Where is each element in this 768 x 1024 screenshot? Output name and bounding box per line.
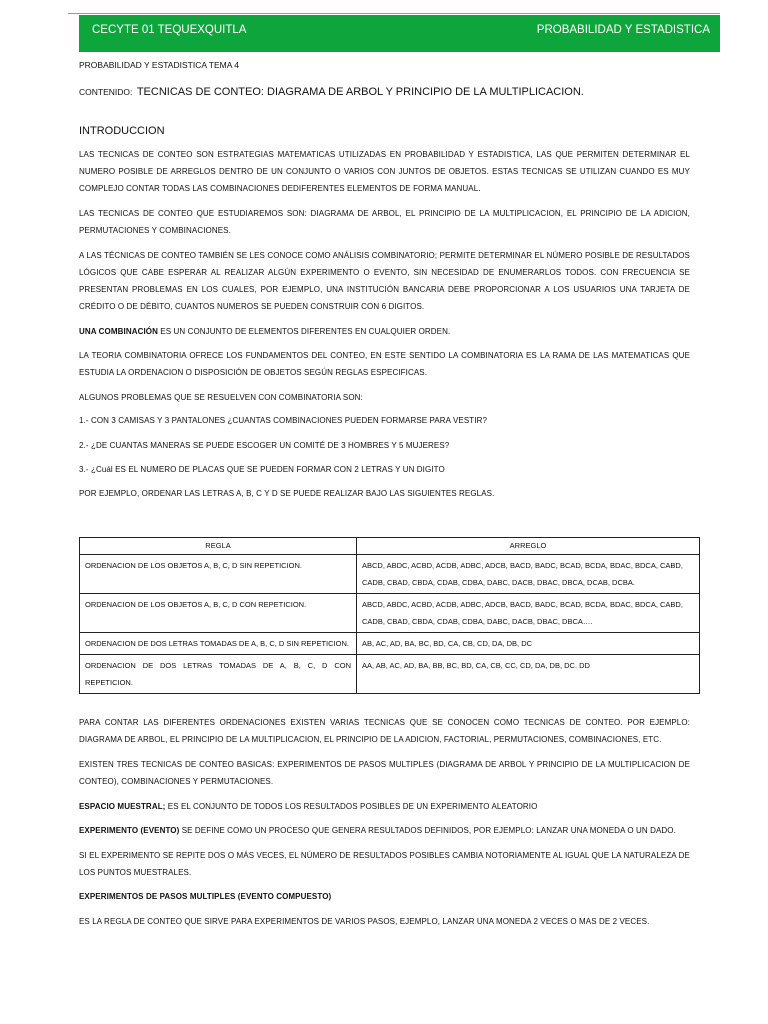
paragraph-experimento	[79, 822, 690, 839]
rule-cell: ORDENACION DE DOS LETRAS TOMADAS DE A, B, C, D SIN REPETICION.	[80, 633, 357, 655]
header-rule	[68, 13, 720, 14]
term-pasos-multiples: EXPERIMENTOS DE PASOS MULTIPLES (EVENTO COMPUESTO)	[79, 892, 332, 901]
topic-subtitle: PROBABILIDAD Y ESTADISTICA TEMA 4	[79, 60, 239, 70]
heading-pasos-multiples	[79, 888, 690, 905]
table-row	[80, 655, 700, 694]
table-row	[80, 594, 700, 633]
paragraph-1: LAS TECNICAS DE CONTEO SON ESTRATEGIAS MATEMATICAS UTILIZADAS EN PROBABILIDAD Y ESTADISTICA, LAS QUE PERMITEN DETERMINAR EL NUMERO POSIBLE DE ARREGLOS DENTRO DE UN CONJUNTO O VARIOS CON JUNTOS DE OBJETOS. ESTAS TECNICAS SE UTILIZAN CUANDO ES MUY COMPLEJO CONTAR TODAS LAS COMBINACIONES DEDIFERENTES ELEMENTOS DE FORMA MANUAL.	[79, 150, 690, 193]
intro-heading: INTRODUCCION	[79, 125, 165, 137]
term-experimento: EXPERIMENTO (EVENTO)	[79, 826, 180, 835]
table-header-row	[80, 538, 700, 555]
contenido-label: CONTENIDO:	[79, 87, 133, 97]
arrangement-cell: AB, AC, AD, BA, BC, BD, CA, CB, CD, DA, DB, DC	[357, 633, 700, 655]
rule-cell: ORDENACION DE LOS OBJETOS A, B, C, D SIN REPETICION.	[80, 555, 357, 594]
paragraph-example: POR EJEMPLO, ORDENAR LAS LETRAS A, B, C Y D SE PUEDE REALIZAR BAJO LAS SIGUIENTES REGLAS.	[79, 489, 495, 498]
paragraph-basic-techniques: EXISTEN TRES TECNICAS DE CONTEO BASICAS: EXPERIMENTOS DE PASOS MULTIPLES (DIAGRAMA DE ARBOL Y PRINCIPIO DE LA MULTIPLICACION DE CONTEO), COMBINACIONES Y PERMUTACIONES.	[79, 760, 690, 786]
term-espacio-muestral: ESPACIO MUESTRAL;	[79, 802, 166, 811]
paragraph-4	[79, 323, 690, 340]
problem-2: 2.- ¿DE CUANTAS MANERAS SE PUEDE ESCOGER UN COMITÉ DE 3 HOMBRES Y 5 MUJERES?	[79, 441, 450, 450]
rules-table	[79, 537, 700, 694]
paragraph-regla-conteo: ES LA REGLA DE CONTEO QUE SIRVE PARA EXPERIMENTOS DE VARIOS PASOS, EJEMPLO, LANZAR UNA MONEDA 2 VECES O MAS DE 2 VECES.	[79, 917, 650, 926]
table-row	[80, 633, 700, 655]
problem-3: 3.- ¿Cuál ES EL NUMERO DE PLACAS QUE SE PUEDEN FORMAR CON 2 LETRAS Y UN DIGITO	[79, 465, 445, 474]
paragraph-4-text: ES UN CONJUNTO DE ELEMENTOS DIFERENTES EN CUALQUIER ORDEN.	[157, 327, 451, 336]
paragraph-techniques: PARA CONTAR LAS DIFERENTES ORDENACIONES EXISTEN VARIAS TECNICAS QUE SE CONOCEN COMO TECNICAS DE CONTEO. POR EJEMPLO: DIAGRAMA DE ARBOL, EL PRINCIPIO DE LA MULTIPLICACION, EL PRINCIPIO DE LA ADICION, FACTORIAL, PERMUTACIONES, COMBINACIONES, ETC.	[79, 718, 690, 744]
paragraph-espacio-muestral	[79, 798, 690, 815]
term-combinacion: UNA COMBINACIÓN	[79, 327, 158, 336]
rule-cell: ORDENACION DE DOS LETRAS TOMADAS DE A, B, C, D CON REPETICION.	[80, 655, 357, 694]
paragraph-3: A LAS TÉCNICAS DE CONTEO TAMBIÉN SE LES CONOCE COMO ANÁLISIS COMBINATORIO; PERMITE DETERMINAR EL NÚMERO POSIBLE DE RESULTADOS LÓGICOS QUE CABE ESPERAR AL REALIZAR ALGÚN EXPERIMENTO O EVENTO, SIN NECESIDAD DE ENUMERARLOS TODOS. CON FRECUENCIA SE PRESENTAN PROBLEMAS EN LOS CUALES, POR EJEMPLO, UNA INSTITUCIÓN BANCARIA DEBE PROPORCIONAR A LOS USUARIOS UNA TARJETA DE CRÉDITO O DE DÉBITO, CUANTOS NUMEROS SE PUEDEN CONSTRUIR CON 6 DIGITOS.	[79, 251, 690, 311]
header-banner	[79, 15, 720, 52]
header-regla: REGLA	[80, 538, 357, 555]
subject-name: PROBABILIDAD Y ESTADISTICA	[536, 24, 710, 36]
table-row	[80, 555, 700, 594]
contenido-value: TECNICAS DE CONTEO: DIAGRAMA DE ARBOL Y PRINCIPIO DE LA MULTIPLICACION.	[136, 86, 584, 98]
arrangement-cell: AA, AB, AC, AD, BA, BB, BC, BD, CA, CB, CC, CD, DA, DB, DC. DD	[357, 655, 700, 694]
paragraph-repeticion: SI EL EXPERIMENTO SE REPITE DOS O MÁS VECES, EL NÚMERO DE RESULTADOS POSIBLES CAMBIA NOTORIAMENTE AL IGUAL QUE LA NATURALEZA DE LOS PUNTOS MUESTRALES.	[79, 851, 690, 877]
paragraph-espacio-muestral-text: ES EL CONJUNTO DE TODOS LOS RESULTADOS POSIBLES DE UN EXPERIMENTO ALEATORIO	[165, 802, 538, 811]
rule-cell: ORDENACION DE LOS OBJETOS A, B, C, D CON REPETICION.	[80, 594, 357, 633]
paragraph-experimento-text: SE DEFINE COMO UN PROCESO QUE GENERA RESULTADOS DEFINIDOS, POR EJEMPLO: LANZAR UNA MONEDA O UN DADO.	[179, 826, 676, 835]
paragraph-6: ALGUNOS PROBLEMAS QUE SE RESUELVEN CON COMBINATORIA SON:	[79, 393, 363, 402]
paragraph-5: LA TEORIA COMBINATORIA OFRECE LOS FUNDAMENTOS DEL CONTEO, EN ESTE SENTIDO LA COMBINATORIA ES LA RAMA DE LAS MATEMATICAS QUE ESTUDIA LA ORDENACION O DISPOSICIÓN DE OBJETOS SEGÚN REGLAS ESPECIFICAS.	[79, 351, 690, 377]
header-arreglo: ARREGLO	[357, 538, 700, 555]
arrangement-cell: ABCD, ABDC, ACBD, ACDB, ADBC, ADCB, BACD, BADC, BCAD, BCDA, BDAC, BDCA, CABD, CADB, CBAD, CBDA, CDAB, CDBA, DABC, DACB, DBAC, DBCA, DCAB, DCBA.	[357, 555, 700, 594]
school-name: CECYTE 01 TEQUEXQUITLA	[92, 24, 247, 36]
problem-1: 1.- CON 3 CAMISAS Y 3 PANTALONES ¿CUANTAS COMBINACIONES PUEDEN FORMARSE PARA VESTIR?	[79, 416, 488, 425]
paragraph-2: LAS TECNICAS DE CONTEO QUE ESTUDIAREMOS SON: DIAGRAMA DE ARBOL, EL PRINCIPIO DE LA MULTIPLICACION, EL PRINCIPIO DE LA ADICION, PERMUTACIONES Y COMBINACIONES.	[79, 209, 690, 235]
arrangement-cell: ABCD, ABDC, ACBD, ACDB, ADBC, ADCB, BACD, BADC, BCAD, BCDA, BDAC, BDCA, CABD, CADB, CBAD, CBDA, CDAB, CDBA, DABC, DACB, DBAC, DBCA….	[357, 594, 700, 633]
contenido-line	[79, 82, 584, 100]
